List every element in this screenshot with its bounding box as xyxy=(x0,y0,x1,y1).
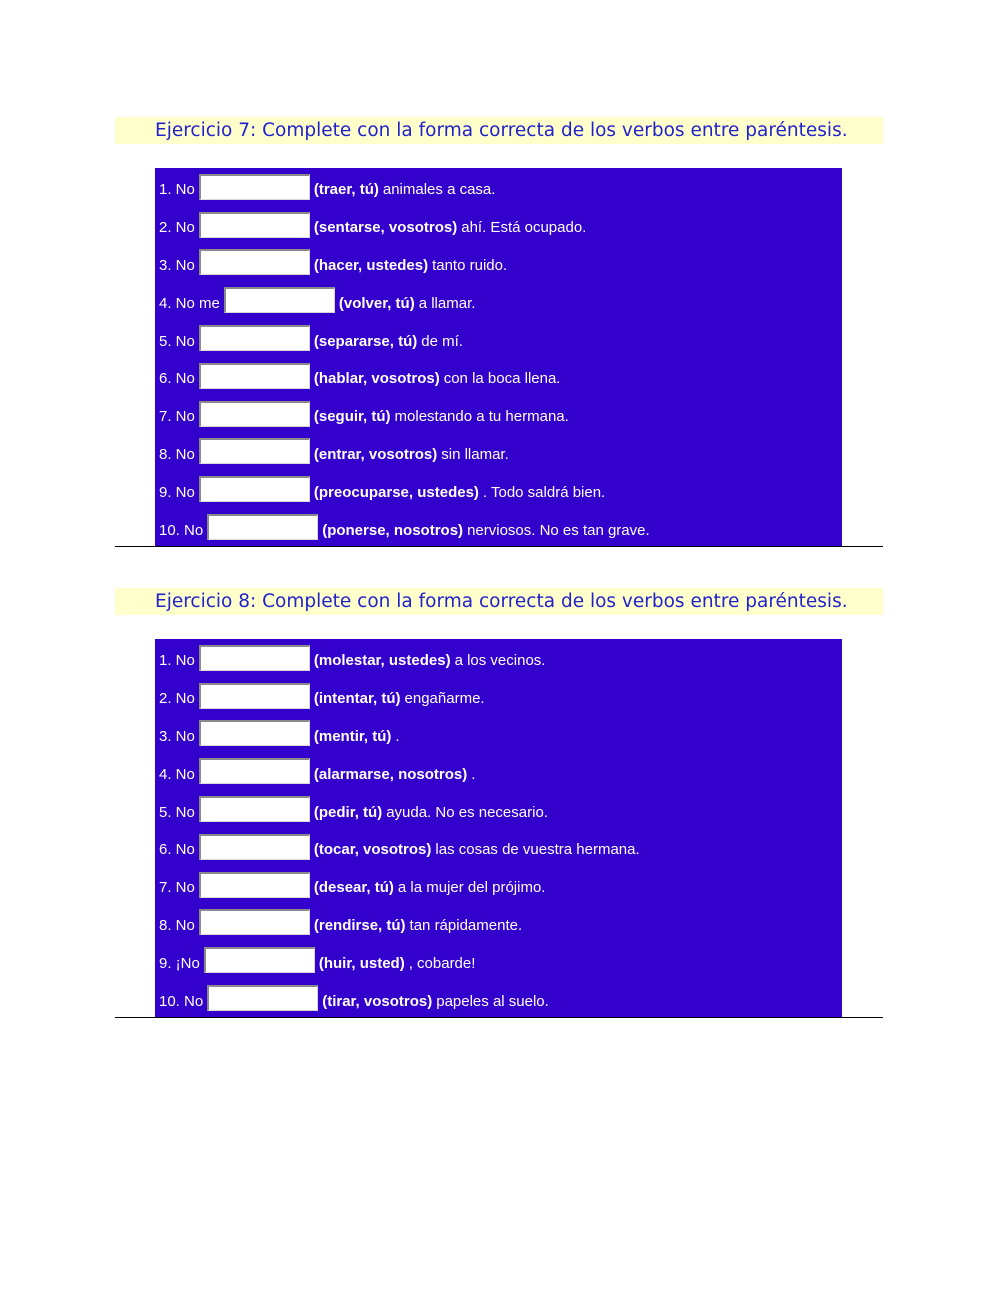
verb-hint: (hacer, ustedes) xyxy=(313,256,429,274)
item-suffix: tanto ruido. xyxy=(432,256,508,274)
verb-hint: (hablar, vosotros) xyxy=(313,370,440,388)
exercise-item xyxy=(155,869,842,907)
exercise-item xyxy=(155,436,842,474)
exercise-item xyxy=(155,755,842,793)
item-suffix: engañarme. xyxy=(404,690,485,708)
answer-input[interactable] xyxy=(199,174,310,200)
item-prefix: 6. No xyxy=(159,841,195,859)
verb-hint: (tirar, vosotros) xyxy=(322,992,433,1010)
verb-hint: (mentir, tú) xyxy=(313,727,392,745)
answer-input[interactable] xyxy=(199,438,310,464)
verb-hint: (sentarse, vosotros) xyxy=(313,219,458,237)
item-suffix: tan rápidamente. xyxy=(409,916,523,934)
exercise-item xyxy=(155,793,842,831)
exercise-item xyxy=(155,247,842,285)
item-prefix: 9. ¡No xyxy=(159,954,200,972)
item-suffix: sin llamar. xyxy=(441,445,509,463)
verb-hint: (intentar, tú) xyxy=(313,690,401,708)
exercise-item xyxy=(155,473,842,511)
item-suffix: . Todo saldrá bien. xyxy=(482,483,606,501)
item-prefix: 7. No xyxy=(159,879,195,897)
verb-hint: (tocar, vosotros) xyxy=(313,841,432,859)
verb-hint: (pedir, tú) xyxy=(313,803,383,821)
exercise-item xyxy=(155,944,842,982)
exercise-item xyxy=(155,209,842,247)
answer-input[interactable] xyxy=(199,325,310,351)
divider xyxy=(115,546,883,547)
item-suffix: de mí. xyxy=(421,332,463,350)
item-suffix: las cosas de vuestra hermana. xyxy=(435,841,640,859)
answer-input[interactable] xyxy=(199,909,310,935)
item-suffix: con la boca llena. xyxy=(443,370,561,388)
answer-input[interactable] xyxy=(199,834,310,860)
answer-input[interactable] xyxy=(199,720,310,746)
item-suffix: . xyxy=(471,765,476,783)
verb-hint: (desear, tú) xyxy=(313,879,394,897)
item-suffix: a la mujer del prójimo. xyxy=(397,879,546,897)
item-prefix: 1. No xyxy=(159,181,195,199)
answer-input[interactable] xyxy=(199,401,310,427)
exercise-item xyxy=(155,982,842,1020)
item-prefix: 7. No xyxy=(159,408,195,426)
exercise-item xyxy=(155,284,842,322)
item-prefix: 8. No xyxy=(159,445,195,463)
item-prefix: 5. No xyxy=(159,332,195,350)
exercise-item xyxy=(155,360,842,398)
exercise-item xyxy=(155,680,842,718)
exercise-item xyxy=(155,831,842,869)
verb-hint: (ponerse, nosotros) xyxy=(322,521,464,539)
item-suffix: papeles al suelo. xyxy=(436,992,549,1010)
verb-hint: (entrar, vosotros) xyxy=(313,445,438,463)
verb-hint: (rendirse, tú) xyxy=(313,916,406,934)
item-prefix: 10. No xyxy=(159,521,204,539)
item-prefix: 4. No xyxy=(159,765,195,783)
item-suffix: a llamar. xyxy=(418,294,476,312)
answer-input[interactable] xyxy=(199,249,310,275)
item-prefix: 5. No xyxy=(159,803,195,821)
answer-input[interactable] xyxy=(199,683,310,709)
item-suffix: molestando a tu hermana. xyxy=(394,408,569,426)
item-prefix: 8. No xyxy=(159,916,195,934)
verb-hint: (alarmarse, nosotros) xyxy=(313,765,468,783)
exercise-item xyxy=(155,907,842,945)
item-prefix: 4. No me xyxy=(159,294,220,312)
item-suffix: animales a casa. xyxy=(382,181,496,199)
answer-input[interactable] xyxy=(199,476,310,502)
verb-hint: (preocuparse, ustedes) xyxy=(313,483,479,501)
answer-input[interactable] xyxy=(199,645,310,671)
item-prefix: 2. No xyxy=(159,690,195,708)
verb-hint: (volver, tú) xyxy=(338,294,415,312)
answer-input[interactable] xyxy=(199,212,310,238)
verb-hint: (separarse, tú) xyxy=(313,332,418,350)
item-prefix: 3. No xyxy=(159,256,195,274)
answer-input[interactable] xyxy=(207,985,318,1011)
exercise-title: Ejercicio 7: Complete con la forma correcta de los verbos entre paréntesis. xyxy=(115,117,883,144)
item-prefix: 1. No xyxy=(159,652,195,670)
exercise-item xyxy=(155,718,842,756)
item-prefix: 9. No xyxy=(159,483,195,501)
exercise-panel xyxy=(155,168,842,546)
item-suffix: a los vecinos. xyxy=(454,652,546,670)
exercise-7 xyxy=(115,117,883,547)
exercise-title: Ejercicio 8: Complete con la forma correcta de los verbos entre paréntesis. xyxy=(115,588,883,615)
item-prefix: 3. No xyxy=(159,727,195,745)
item-suffix: nerviosos. No es tan grave. xyxy=(467,521,650,539)
verb-hint: (huir, usted) xyxy=(318,954,405,972)
item-suffix: ahí. Está ocupado. xyxy=(461,219,587,237)
answer-input[interactable] xyxy=(199,796,310,822)
exercise-panel xyxy=(155,639,842,1017)
item-prefix: 2. No xyxy=(159,219,195,237)
exercise-item xyxy=(155,398,842,436)
exercise-8 xyxy=(115,588,883,1018)
verb-hint: (molestar, ustedes) xyxy=(313,652,451,670)
exercise-item xyxy=(155,642,842,680)
answer-input[interactable] xyxy=(224,287,335,313)
verb-hint: (seguir, tú) xyxy=(313,408,391,426)
answer-input[interactable] xyxy=(199,872,310,898)
item-prefix: 10. No xyxy=(159,992,204,1010)
answer-input[interactable] xyxy=(207,514,318,540)
exercise-item xyxy=(155,511,842,549)
answer-input[interactable] xyxy=(204,947,315,973)
item-suffix: , cobarde! xyxy=(408,954,476,972)
item-suffix: ayuda. No es necesario. xyxy=(386,803,548,821)
verb-hint: (traer, tú) xyxy=(313,181,379,199)
item-prefix: 6. No xyxy=(159,370,195,388)
exercise-item xyxy=(155,171,842,209)
exercise-item xyxy=(155,322,842,360)
answer-input[interactable] xyxy=(199,758,310,784)
answer-input[interactable] xyxy=(199,363,310,389)
divider xyxy=(115,1017,883,1018)
item-suffix: . xyxy=(395,727,400,745)
